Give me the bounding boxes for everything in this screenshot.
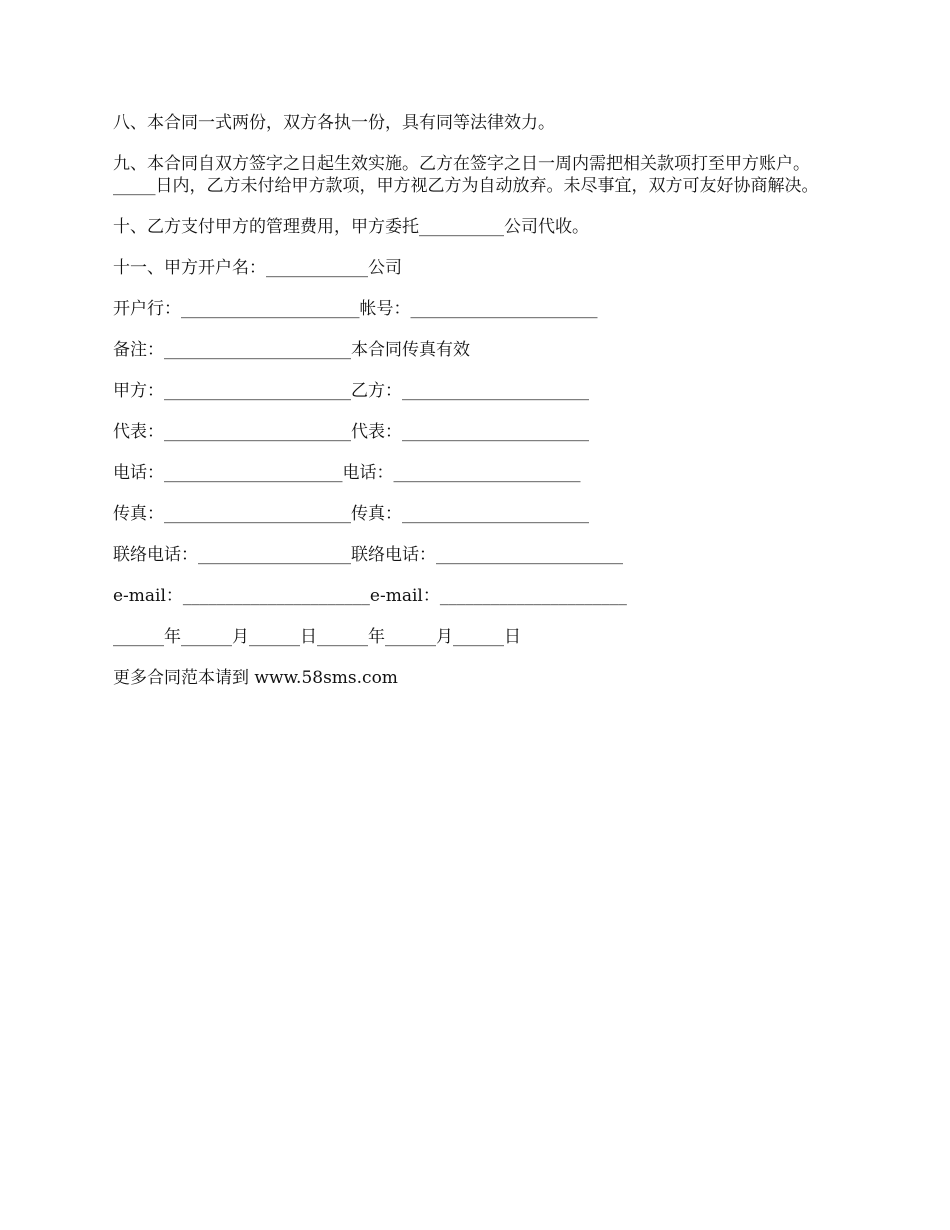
spacer	[113, 134, 838, 153]
phone-line: 电话：_____________________电话：______________________	[113, 463, 581, 483]
footer-line: 更多合同范本请到 www.58sms.com	[113, 668, 398, 688]
document-content	[113, 112, 838, 689]
spacer	[113, 648, 838, 667]
spacer	[113, 238, 838, 257]
spacer	[113, 566, 838, 585]
spacer	[113, 607, 838, 626]
clause-10: 十、乙方支付甲方的管理费用，甲方委托__________公司代收。	[113, 217, 589, 237]
spacer	[113, 525, 838, 544]
spacer	[113, 279, 838, 298]
spacer	[113, 361, 838, 380]
spacer	[113, 320, 838, 339]
party-line: 甲方：______________________乙方：______________________	[113, 381, 589, 401]
bank-line: 开户行：_____________________帐号：______________________	[113, 299, 598, 319]
clause-9: 九、本合同自双方签字之日起生效实施。乙方在签字之日一周内需把相关款项打至甲方账户。_____日内，乙方未付给甲方款项，甲方视乙方为自动放弃。未尽事宜，双方可友好协商解决。	[113, 154, 819, 196]
representative-line: 代表：______________________代表：______________________	[113, 422, 589, 442]
clause-11: 十一、甲方开户名：____________公司	[113, 258, 402, 278]
clause-8: 八、本合同一式两份，双方各执一份，具有同等法律效力。	[113, 113, 555, 133]
remark-line: 备注：______________________本合同传真有效	[113, 340, 470, 360]
spacer	[113, 484, 838, 503]
spacer	[113, 402, 838, 421]
email-line: e-mail：______________________e-mail：______________________	[113, 586, 627, 606]
spacer	[113, 443, 838, 462]
date-line: ______年______月______日______年______月______日	[113, 627, 521, 647]
fax-line: 传真：______________________传真：______________________	[113, 504, 589, 524]
spacer	[113, 197, 838, 216]
contact-phone-line: 联络电话：__________________联络电话：______________________	[113, 545, 623, 565]
